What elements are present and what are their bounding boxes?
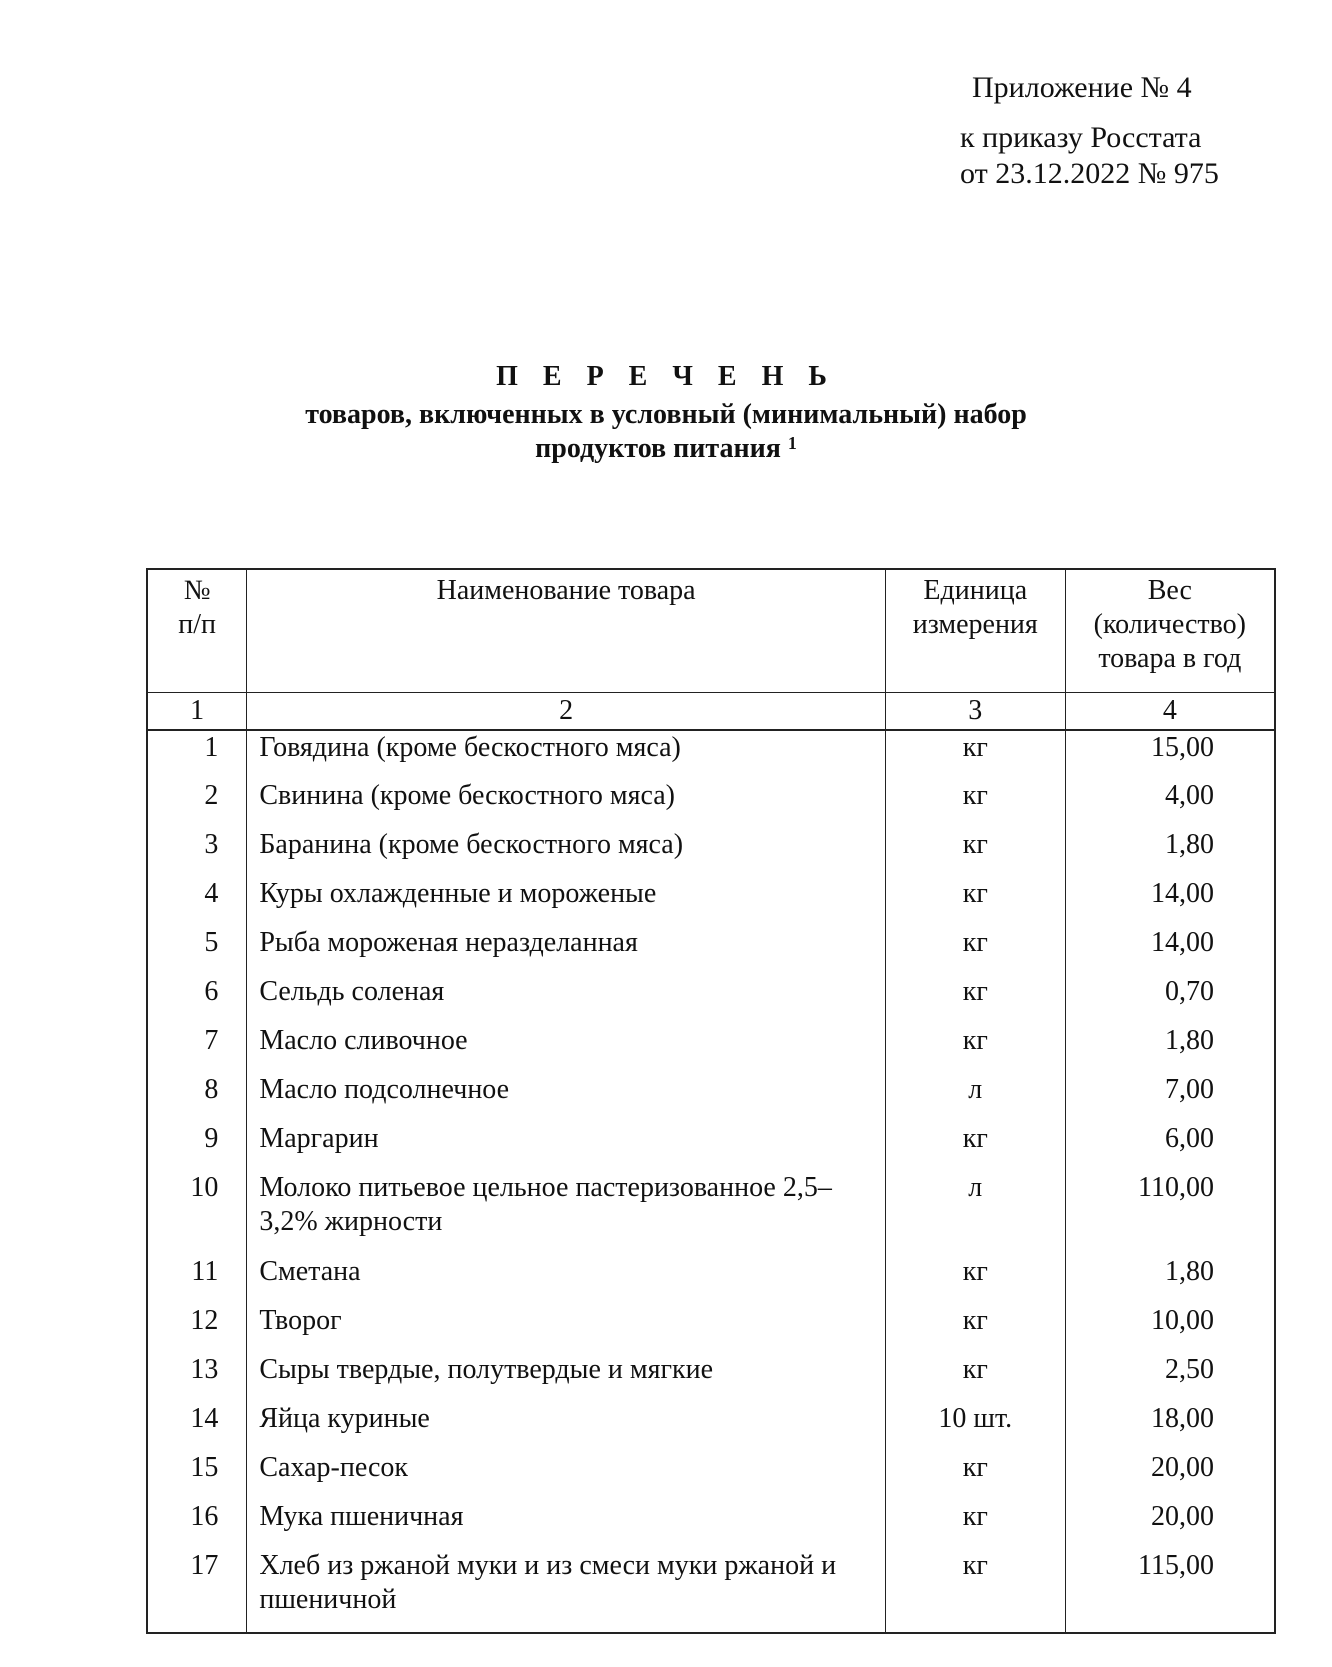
unit-of-measure: кг: [885, 1304, 1065, 1353]
annual-quantity: 10,00: [1065, 1304, 1275, 1353]
product-name: Сыры твердые, полутвердые и мягкие: [247, 1353, 886, 1402]
unit-of-measure: л: [885, 1171, 1065, 1255]
unit-of-measure: кг: [885, 730, 1065, 779]
footnote-mark: 1: [787, 433, 797, 453]
header-unit-line: Единица: [923, 575, 1028, 606]
annual-quantity: 7,00: [1065, 1073, 1275, 1122]
unit-of-measure: кг: [885, 1255, 1065, 1304]
row-number: 17: [147, 1549, 247, 1633]
table-row: [147, 1304, 1275, 1353]
header-quantity: [1065, 569, 1275, 693]
unit-of-measure: кг: [885, 1353, 1065, 1402]
row-number: 7: [147, 1024, 247, 1073]
product-name: Сметана: [247, 1255, 886, 1304]
annual-quantity: 115,00: [1065, 1549, 1275, 1633]
table-row: [147, 1549, 1275, 1633]
annual-quantity: 15,00: [1065, 730, 1275, 779]
row-number: 6: [147, 975, 247, 1024]
row-number: 5: [147, 926, 247, 975]
title-subtitle: товаров, включенных в условный (минимальный) набор: [305, 399, 1027, 430]
row-number: 9: [147, 1122, 247, 1171]
annual-quantity: 4,00: [1065, 779, 1275, 828]
table-row: [147, 1451, 1275, 1500]
appendix-number: Приложение № 4: [972, 71, 1192, 104]
header-quantity-line: Вес: [1147, 575, 1192, 606]
unit-of-measure: кг: [885, 1122, 1065, 1171]
annual-quantity: 110,00: [1065, 1171, 1275, 1255]
unit-of-measure: кг: [885, 779, 1065, 828]
column-number: 3: [885, 693, 1065, 731]
header-number-line: п/п: [178, 609, 217, 640]
unit-of-measure: л: [885, 1073, 1065, 1122]
order-reference: к приказу Росстата: [960, 121, 1202, 154]
product-name: Хлеб из ржаной муки и из смеси муки ржаной и пшеничной: [247, 1549, 886, 1633]
annual-quantity: 2,50: [1065, 1353, 1275, 1402]
product-name: Свинина (кроме бескостного мяса): [247, 779, 886, 828]
title-subtitle-2: [0, 432, 1332, 466]
row-number: 15: [147, 1451, 247, 1500]
table-row: [147, 779, 1275, 828]
row-number: 1: [147, 730, 247, 779]
table-row: [147, 1122, 1275, 1171]
header-quantity-line: товара в год: [1098, 643, 1242, 674]
product-name: Сельдь соленая: [247, 975, 886, 1024]
header-quantity-line: (количество): [1093, 609, 1246, 640]
header-unit: [885, 569, 1065, 693]
title-subtitle-text: продуктов питания: [535, 433, 781, 464]
row-number: 11: [147, 1255, 247, 1304]
row-number: 13: [147, 1353, 247, 1402]
column-number: 2: [247, 693, 886, 731]
product-name: Молоко питьевое цельное пастеризованное 2,5–3,2% жирности: [247, 1171, 886, 1255]
product-name: Масло подсолнечное: [247, 1073, 886, 1122]
annual-quantity: 14,00: [1065, 926, 1275, 975]
document-title: [0, 360, 1332, 466]
table-row: [147, 1073, 1275, 1122]
header-name: [247, 569, 886, 693]
header-number-line: №: [183, 575, 211, 606]
annual-quantity: 6,00: [1065, 1122, 1275, 1171]
unit-of-measure: кг: [885, 877, 1065, 926]
order-date: от 23.12.2022 № 975: [960, 157, 1219, 190]
unit-of-measure: кг: [885, 828, 1065, 877]
row-number: 16: [147, 1500, 247, 1549]
row-number: 4: [147, 877, 247, 926]
product-name: Баранина (кроме бескостного мяса): [247, 828, 886, 877]
table-row: [147, 828, 1275, 877]
unit-of-measure: кг: [885, 975, 1065, 1024]
annual-quantity: 0,70: [1065, 975, 1275, 1024]
annual-quantity: 18,00: [1065, 1402, 1275, 1451]
column-number: 1: [147, 693, 247, 731]
row-number: 3: [147, 828, 247, 877]
table-row: [147, 1171, 1275, 1255]
product-name: Рыба мороженая неразделанная: [247, 926, 886, 975]
table-row: [147, 1402, 1275, 1451]
row-number: 14: [147, 1402, 247, 1451]
unit-of-measure: кг: [885, 1451, 1065, 1500]
unit-of-measure: кг: [885, 1024, 1065, 1073]
header-number: [147, 569, 247, 693]
table-row: [147, 975, 1275, 1024]
table-row: [147, 730, 1275, 779]
product-name: Мука пшеничная: [247, 1500, 886, 1549]
header-name-line: Наименование товара: [436, 575, 696, 606]
product-name: Куры охлажденные и мороженые: [247, 877, 886, 926]
annual-quantity: 1,80: [1065, 828, 1275, 877]
unit-of-measure: 10 шт.: [885, 1402, 1065, 1451]
table-row: [147, 1255, 1275, 1304]
products-table: [146, 568, 1276, 1634]
annual-quantity: 1,80: [1065, 1255, 1275, 1304]
unit-of-measure: кг: [885, 926, 1065, 975]
product-name: Говядина (кроме бескостного мяса): [247, 730, 886, 779]
product-name: Творог: [247, 1304, 886, 1353]
annual-quantity: 14,00: [1065, 877, 1275, 926]
product-name: Масло сливочное: [247, 1024, 886, 1073]
row-number: 8: [147, 1073, 247, 1122]
product-name: Сахар-песок: [247, 1451, 886, 1500]
table-row: [147, 926, 1275, 975]
column-number: 4: [1065, 693, 1275, 731]
row-number: 2: [147, 779, 247, 828]
table-row: [147, 1500, 1275, 1549]
table-header-row: [147, 569, 1275, 693]
row-number: 10: [147, 1171, 247, 1255]
appendix-reference: [960, 70, 1219, 192]
annual-quantity: 20,00: [1065, 1451, 1275, 1500]
annual-quantity: 1,80: [1065, 1024, 1275, 1073]
table-row: [147, 1353, 1275, 1402]
unit-of-measure: кг: [885, 1500, 1065, 1549]
column-number-row: [147, 693, 1275, 731]
row-number: 12: [147, 1304, 247, 1353]
annual-quantity: 20,00: [1065, 1500, 1275, 1549]
title-heading: П Е Р Е Ч Е Н Ь: [496, 361, 836, 392]
unit-of-measure: кг: [885, 1549, 1065, 1633]
product-name: Маргарин: [247, 1122, 886, 1171]
product-name: Яйца куриные: [247, 1402, 886, 1451]
table-row: [147, 877, 1275, 926]
header-unit-line: измерения: [912, 609, 1038, 640]
table-row: [147, 1024, 1275, 1073]
